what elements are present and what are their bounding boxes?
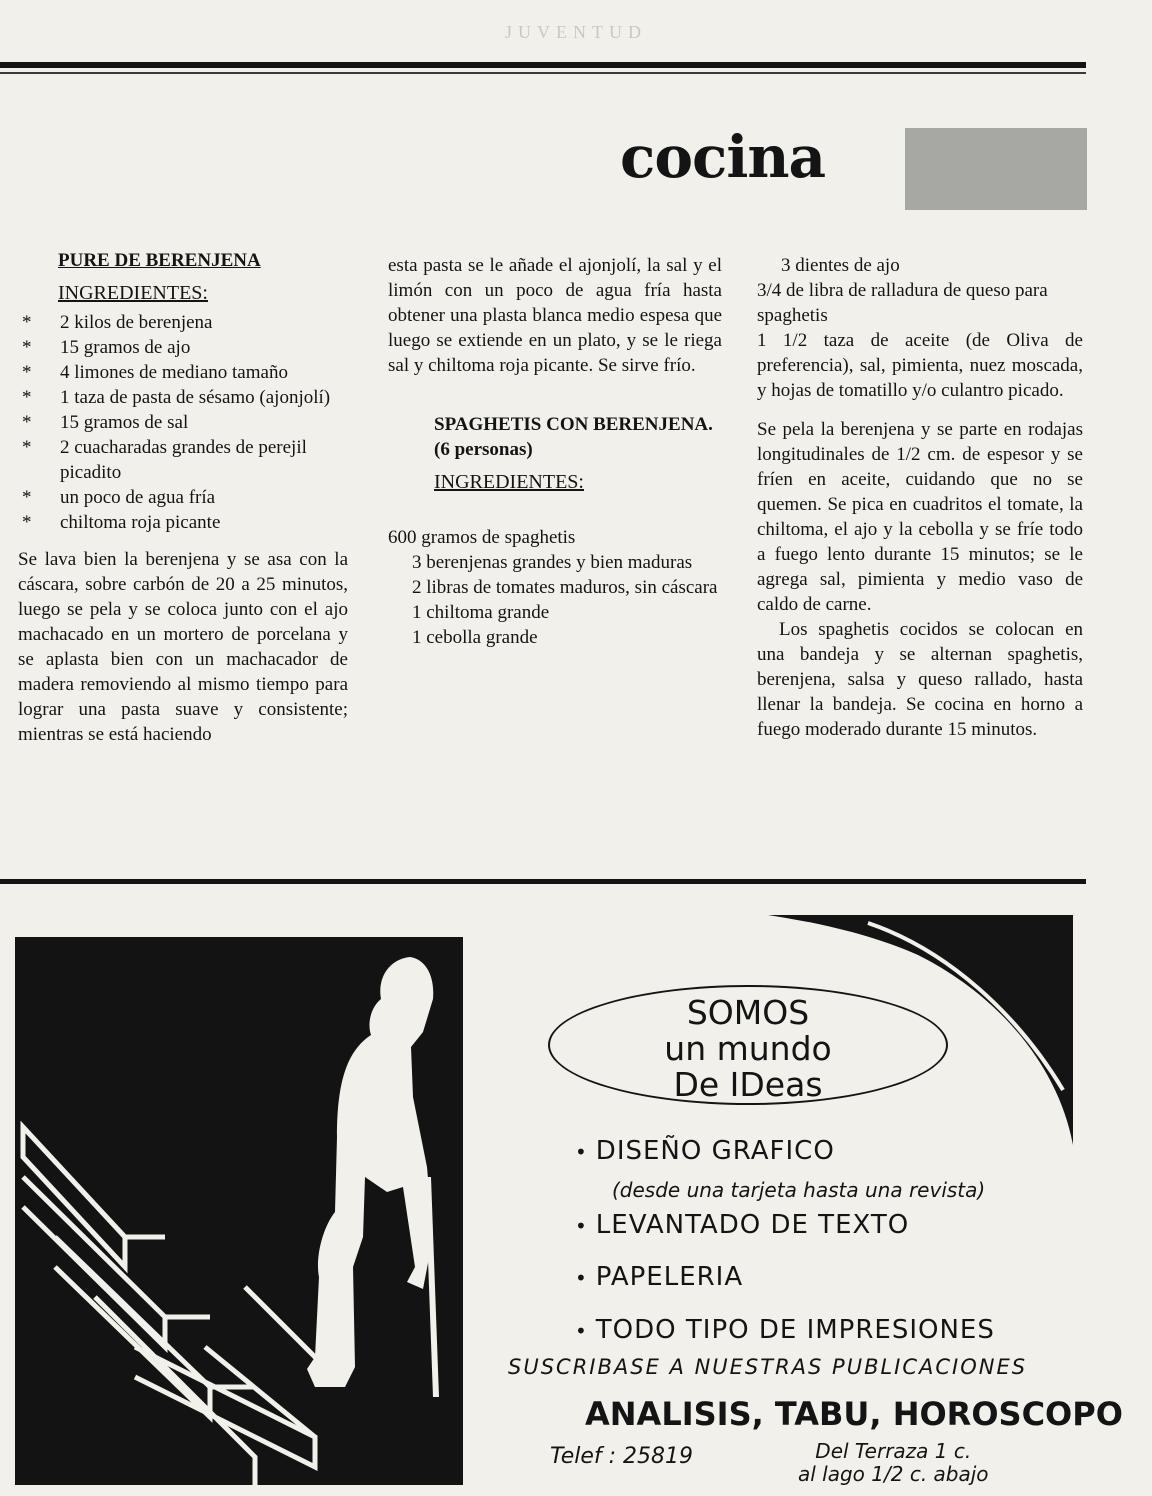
list-item: 2 libras de tomates maduros, sin cáscara <box>412 577 718 598</box>
bullet-icon: • <box>575 1214 588 1238</box>
recipe-2-title: SPAGHETIS CON BERENJENA. (6 personas) <box>434 414 713 460</box>
slogan-line: De IDeas <box>673 1065 823 1104</box>
list-item: * un poco de agua fría <box>22 487 216 508</box>
list-item: * 2 kilos de berenjena <box>22 312 213 333</box>
recipe-1-instructions-cont: esta pasta se le añade el ajonjolí, la sal y el limón con un poco de agua fría hasta obtener una plasta blanca medio espesa que luego se extiende en un plato, y se le riega sal y chiltoma roja picante. Se sirve frío. <box>388 255 722 376</box>
publications-list: ANALISIS, TABU, HOROSCOPO <box>585 1395 1123 1433</box>
slogan-line: SOMOS <box>686 993 810 1032</box>
slogan-line: un mundo <box>664 1029 832 1068</box>
mid-rule <box>0 879 1086 884</box>
recipe-1-title: PURE DE BERENJENA <box>58 250 261 271</box>
list-item: * 15 gramos de sal <box>22 412 189 433</box>
service-note: (desde una tarjeta hasta una revista) <box>612 1178 986 1202</box>
list-item: * 1 taza de pasta de sésamo (ajonjolí) <box>22 387 331 408</box>
list-item: 1 cebolla grande <box>412 627 538 648</box>
stairs-silhouette-icon <box>15 937 463 1485</box>
list-item: 3/4 de libra de ralladura de queso para spaghetis <box>757 280 1048 326</box>
list-item: 1 chiltoma grande <box>412 602 550 623</box>
recipe-1-ingredient-list <box>18 310 348 535</box>
ad-illustration <box>15 937 463 1485</box>
list-item: 1 1/2 taza de aceite (de Oliva de preferencia), sal, pimienta, nuez moscada, y hojas de tomatillo y/o culantro picado. <box>757 330 1083 401</box>
column-1 <box>18 248 348 747</box>
service-item: • LEVANTADO DE TEXTO <box>575 1210 910 1240</box>
list-item: * 15 gramos de ajo <box>22 337 191 358</box>
subscribe-text: SUSCRIBASE A NUESTRAS PUBLICACIONES <box>508 1355 1028 1379</box>
running-head: JUVENTUD <box>505 22 647 42</box>
column-2 <box>388 253 722 650</box>
top-rule-thin <box>0 72 1086 74</box>
recipe-2-instructions: Se pela la berenjena y se parte en rodajas longitudinales de 1/2 cm. de espesor y se fríen en aceite, cuidando que no se quemen. Se pica en cuadritos el tomate, la chiltoma, el ajo y la cebolla y se fríe todo a fuego lento durante 15 minutos; se le agrega sal, pimienta y medio vaso de caldo de carne. <box>757 419 1083 615</box>
list-item: * 2 cuacharadas grandes de perejil picadito <box>22 437 307 483</box>
address: Del Terraza 1 c. al lago 1/2 c. abajo <box>798 1439 989 1486</box>
bullet-icon: • <box>575 1266 588 1290</box>
recipe-2-ingredient-list <box>388 525 722 650</box>
bullet-icon: • <box>575 1140 588 1164</box>
list-item: 3 berenjenas grandes y bien maduras <box>412 552 693 573</box>
recipe-2-instructions-2: Los spaghetis cocidos se colocan en una bandeja y se alternan spaghetis, berenjena, salsa y queso rallado, hasta llenar la bandeja. Se cocina en horno a fuego moderado durante 15 minutos. <box>757 619 1083 740</box>
ad-slogan <box>548 985 948 1105</box>
title-gray-box <box>905 128 1087 210</box>
column-3 <box>757 253 1083 742</box>
bullet-icon: • <box>575 1319 588 1343</box>
recipe-1-ingredients-label: INGREDIENTES: <box>58 282 208 304</box>
recipe-1-instructions: Se lava bien la berenjena y se asa con la cáscara, sobre carbón de 20 a 25 minutos, luego se pela y se coloca junto con el ajo machacado en un mortero de porcelana y se aplasta bien con un machacador de madera removiendo al mismo tiempo para lograr una pasta suave y consistente; mientras se está haciendo <box>18 549 348 745</box>
service-item: • PAPELERIA <box>575 1262 744 1292</box>
list-item: 600 gramos de spaghetis <box>388 527 576 548</box>
list-item: * 4 limones de mediano tamaño <box>22 362 288 383</box>
top-rule <box>0 62 1086 68</box>
recipe-2-ingredients-label: INGREDIENTES: <box>434 471 584 493</box>
phone-number: Telef : 25819 <box>550 1444 694 1469</box>
list-item: * chiltoma roja picante <box>22 512 221 533</box>
section-title: cocina <box>620 123 826 191</box>
list-item: 3 dientes de ajo <box>781 255 900 276</box>
service-item: • DISEÑO GRAFICO <box>575 1136 835 1166</box>
service-item: • TODO TIPO DE IMPRESIONES <box>575 1315 995 1345</box>
